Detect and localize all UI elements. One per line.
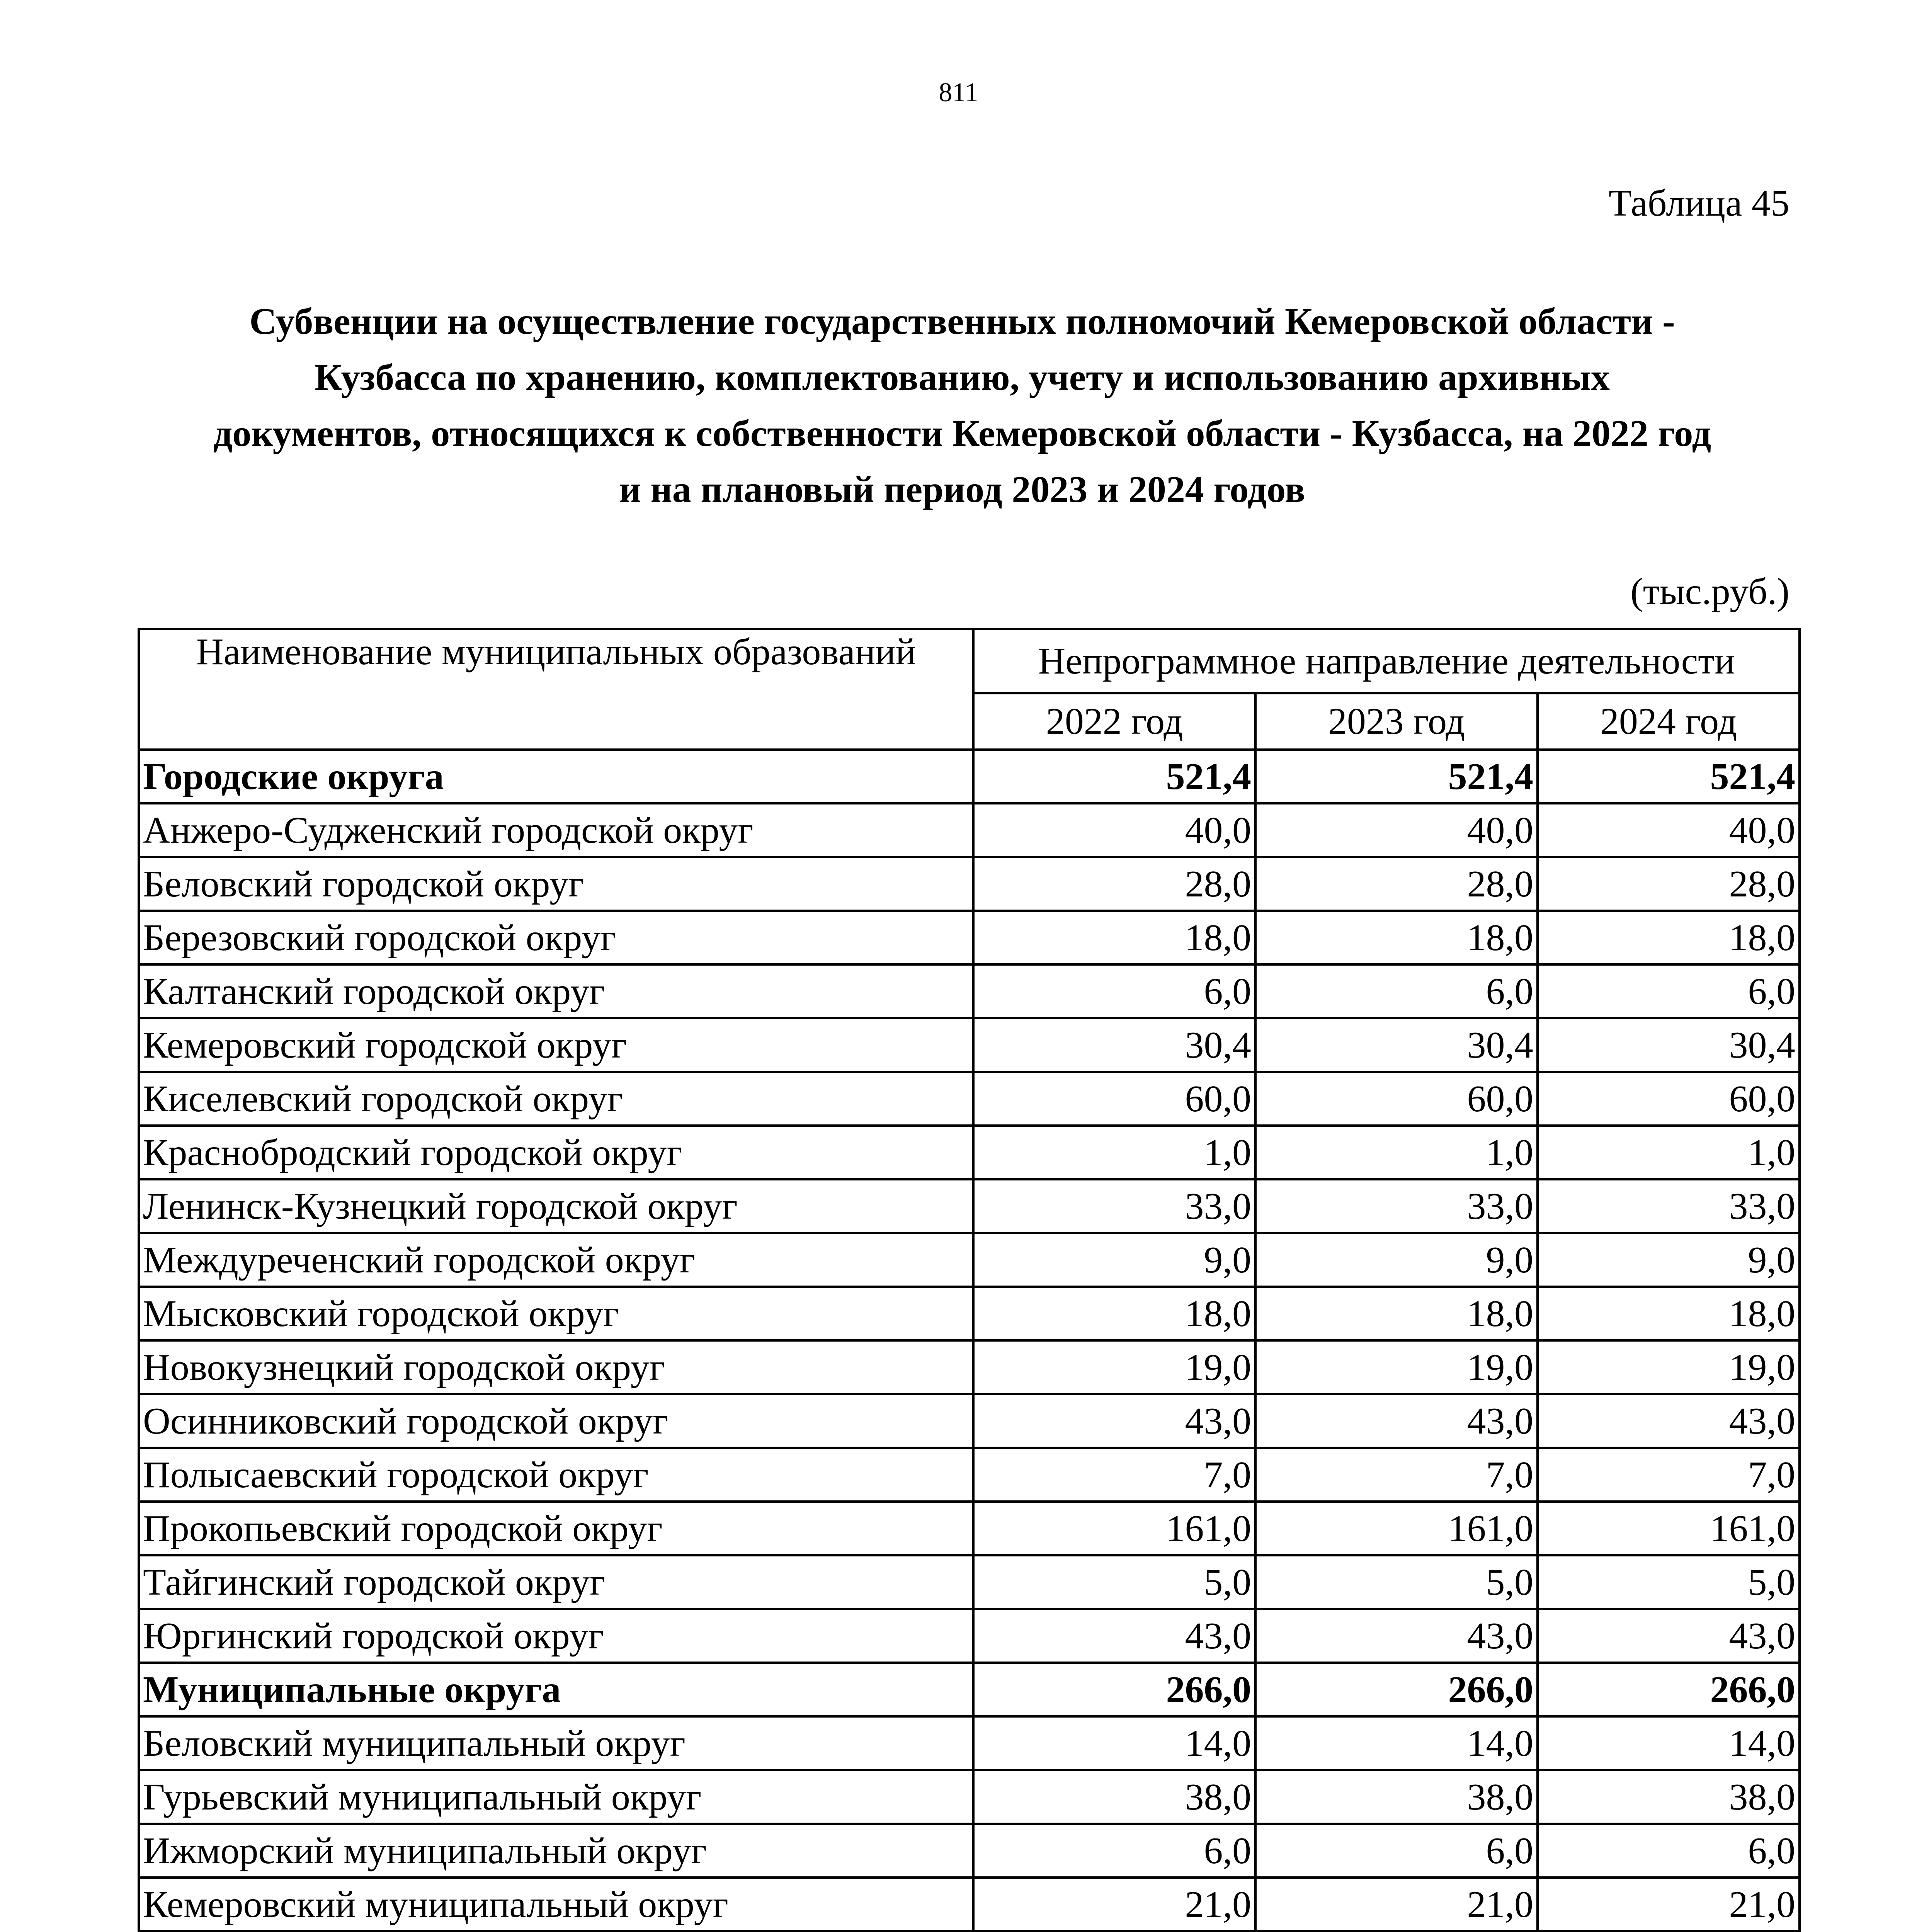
value-2023-cell: 43,0	[1255, 1394, 1538, 1448]
row-name-cell: Прокопьевский городской округ	[139, 1502, 973, 1555]
row-name-cell: Междуреченский городской округ	[139, 1233, 973, 1287]
row-name-cell: Городские округа	[139, 750, 973, 803]
value-2024-cell: 1,0	[1538, 1126, 1800, 1179]
value-2024-cell: 40,0	[1538, 803, 1800, 857]
table-row	[139, 1824, 1800, 1878]
table-row	[139, 803, 1800, 857]
value-2023-cell: 28,0	[1255, 857, 1538, 911]
row-name-cell: Калтанский городской округ	[139, 964, 973, 1018]
table-body	[139, 750, 1800, 1932]
row-name-cell: Осинниковский городской округ	[139, 1394, 973, 1448]
row-name-cell: Березовский городской округ	[139, 911, 973, 964]
value-2022-cell: 6,0	[973, 1824, 1255, 1878]
value-2023-cell: 9,0	[1255, 1233, 1538, 1287]
value-2024-cell: 9,0	[1538, 1233, 1800, 1287]
row-name-cell: Беловский городской округ	[139, 857, 973, 911]
value-2022-cell: 521,4	[973, 750, 1255, 803]
row-name-cell: Краснобродский городской округ	[139, 1126, 973, 1179]
row-name-cell: Муниципальные округа	[139, 1663, 973, 1716]
value-2022-cell: 21,0	[973, 1878, 1255, 1931]
row-name-cell: Гурьевский муниципальный округ	[139, 1770, 973, 1824]
value-2023-cell: 30,4	[1255, 1018, 1538, 1072]
table-row	[139, 1018, 1800, 1072]
value-2023-cell: 266,0	[1255, 1663, 1538, 1716]
table-row	[139, 1555, 1800, 1609]
value-2024-cell: 18,0	[1538, 911, 1800, 964]
value-2024-cell: 18,0	[1538, 1287, 1800, 1340]
value-2022-cell: 33,0	[973, 1179, 1255, 1233]
value-2024-cell: 19,0	[1538, 1340, 1800, 1394]
value-2024-cell: 521,4	[1538, 750, 1800, 803]
row-name-cell: Новокузнецкий городской округ	[139, 1340, 973, 1394]
table-row	[139, 1072, 1800, 1126]
value-2023-cell: 33,0	[1255, 1179, 1538, 1233]
column-header-name: Наименование муниципальных образований	[139, 629, 973, 750]
table-row	[139, 1126, 1800, 1179]
value-2022-cell: 60,0	[973, 1072, 1255, 1126]
value-2023-cell: 19,0	[1255, 1340, 1538, 1394]
value-2023-cell: 38,0	[1255, 1770, 1538, 1824]
row-name-cell: Анжеро-Судженский городской округ	[139, 803, 973, 857]
value-2024-cell: 266,0	[1538, 1663, 1800, 1716]
value-2023-cell: 521,4	[1255, 750, 1538, 803]
table-row	[139, 1179, 1800, 1233]
value-2024-cell: 6,0	[1538, 1824, 1800, 1878]
value-2022-cell: 43,0	[973, 1394, 1255, 1448]
value-2023-cell: 43,0	[1255, 1609, 1538, 1663]
value-2023-cell: 6,0	[1255, 964, 1538, 1018]
table-label: Таблица 45	[1608, 182, 1789, 224]
value-2023-cell: 60,0	[1255, 1072, 1538, 1126]
units-label: (тыс.руб.)	[1630, 571, 1789, 612]
value-2022-cell: 14,0	[973, 1716, 1255, 1770]
value-2022-cell: 161,0	[973, 1502, 1255, 1555]
value-2022-cell: 9,0	[973, 1233, 1255, 1287]
table-row	[139, 1502, 1800, 1555]
row-name-cell: Ленинск-Кузнецкий городской округ	[139, 1179, 973, 1233]
title-line: Кузбасса по хранению, комплектованию, учету и использованию архивных	[314, 357, 1610, 398]
value-2022-cell: 5,0	[973, 1555, 1255, 1609]
value-2023-cell: 1,0	[1255, 1126, 1538, 1179]
value-2024-cell: 5,0	[1538, 1555, 1800, 1609]
value-2023-cell: 14,0	[1255, 1716, 1538, 1770]
row-name-cell: Киселевский городской округ	[139, 1072, 973, 1126]
value-2024-cell: 21,0	[1538, 1878, 1800, 1931]
value-2023-cell: 21,0	[1255, 1878, 1538, 1931]
value-2022-cell: 6,0	[973, 964, 1255, 1018]
value-2022-cell: 40,0	[973, 803, 1255, 857]
row-name-cell: Беловский муниципальный округ	[139, 1716, 973, 1770]
document-title	[135, 294, 1789, 518]
value-2024-cell: 60,0	[1538, 1072, 1800, 1126]
table-row	[139, 1609, 1800, 1663]
row-name-cell: Полысаевский городской округ	[139, 1448, 973, 1502]
row-name-cell: Ижморский муниципальный округ	[139, 1824, 973, 1878]
value-2023-cell: 161,0	[1255, 1502, 1538, 1555]
value-2024-cell: 43,0	[1538, 1609, 1800, 1663]
value-2022-cell: 38,0	[973, 1770, 1255, 1824]
value-2022-cell: 43,0	[973, 1609, 1255, 1663]
table-row	[139, 857, 1800, 911]
value-2023-cell: 6,0	[1255, 1824, 1538, 1878]
value-2022-cell: 28,0	[973, 857, 1255, 911]
value-2024-cell: 14,0	[1538, 1716, 1800, 1770]
value-2022-cell: 1,0	[973, 1126, 1255, 1179]
value-2022-cell: 266,0	[973, 1663, 1255, 1716]
table-row	[139, 911, 1800, 964]
value-2022-cell: 18,0	[973, 911, 1255, 964]
value-2022-cell: 30,4	[973, 1018, 1255, 1072]
value-2022-cell: 19,0	[973, 1340, 1255, 1394]
value-2024-cell: 33,0	[1538, 1179, 1800, 1233]
subventions-table	[138, 628, 1801, 1932]
table-row	[139, 1233, 1800, 1287]
table-row	[139, 1287, 1800, 1340]
value-2023-cell: 18,0	[1255, 1287, 1538, 1340]
title-line: документов, относящихся к собственности Кемеровской области - Кузбасса, на 2022 год	[213, 413, 1711, 454]
value-2022-cell: 7,0	[973, 1448, 1255, 1502]
row-name-cell: Тайгинский городской округ	[139, 1555, 973, 1609]
table-row	[139, 1340, 1800, 1394]
value-2024-cell: 161,0	[1538, 1502, 1800, 1555]
column-header-year: 2024 год	[1538, 693, 1800, 750]
value-2024-cell: 38,0	[1538, 1770, 1800, 1824]
table-row	[139, 1878, 1800, 1931]
value-2024-cell: 30,4	[1538, 1018, 1800, 1072]
value-2024-cell: 28,0	[1538, 857, 1800, 911]
value-2024-cell: 7,0	[1538, 1448, 1800, 1502]
value-2024-cell: 6,0	[1538, 964, 1800, 1018]
table-row	[139, 1716, 1800, 1770]
table-row	[139, 1394, 1800, 1448]
table-row	[139, 1770, 1800, 1824]
table-row	[139, 1448, 1800, 1502]
row-name-cell: Юргинский городской округ	[139, 1609, 973, 1663]
table-group-row	[139, 1663, 1800, 1716]
title-line: и на плановый период 2023 и 2024 годов	[619, 469, 1305, 510]
table-row	[139, 964, 1800, 1018]
row-name-cell: Кемеровский муниципальный округ	[139, 1878, 973, 1931]
table-group-row	[139, 750, 1800, 803]
value-2023-cell: 40,0	[1255, 803, 1538, 857]
column-header-year: 2023 год	[1255, 693, 1538, 750]
row-name-cell: Кемеровский городской округ	[139, 1018, 973, 1072]
column-header-group: Непрограммное направление деятельности	[973, 629, 1800, 693]
row-name-cell: Мысковский городской округ	[139, 1287, 973, 1340]
value-2022-cell: 18,0	[973, 1287, 1255, 1340]
title-line: Субвенции на осуществление государственных полномочий Кемеровской области -	[249, 301, 1675, 342]
page-number: 811	[939, 78, 978, 107]
value-2023-cell: 5,0	[1255, 1555, 1538, 1609]
column-header-year: 2022 год	[973, 693, 1255, 750]
value-2024-cell: 43,0	[1538, 1394, 1800, 1448]
value-2023-cell: 7,0	[1255, 1448, 1538, 1502]
value-2023-cell: 18,0	[1255, 911, 1538, 964]
